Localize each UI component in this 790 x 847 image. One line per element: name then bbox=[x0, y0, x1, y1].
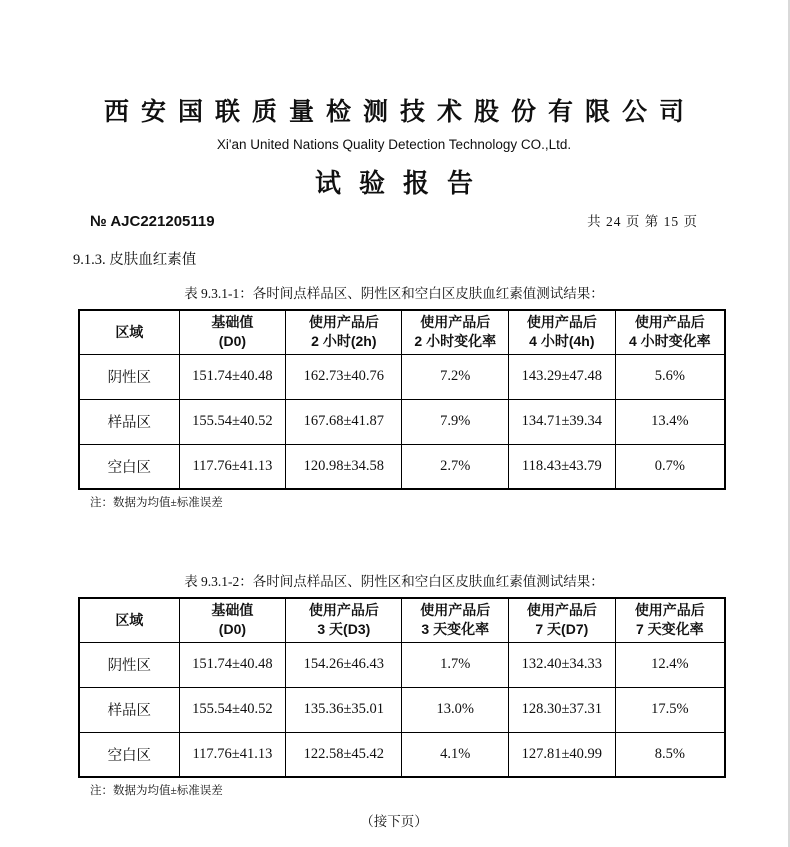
table-cell: 122.58±45.42 bbox=[286, 732, 402, 777]
table-cell: 17.5% bbox=[615, 687, 725, 732]
table1-header-after-4h: 使用产品后 4 小时(4h) bbox=[509, 310, 616, 354]
table-cell: 阴性区 bbox=[79, 354, 179, 399]
table2-header-after-3d: 使用产品后 3 天(D3) bbox=[286, 598, 402, 642]
table-cell: 132.40±34.33 bbox=[509, 642, 616, 687]
table-cell: 5.6% bbox=[615, 354, 725, 399]
table-cell: 阴性区 bbox=[79, 642, 179, 687]
table-cell: 样品区 bbox=[79, 687, 179, 732]
table1-header-2h-change-rate: 使用产品后 2 小时变化率 bbox=[402, 310, 509, 354]
table-cell: 167.68±41.87 bbox=[286, 399, 402, 444]
table-cell: 2.7% bbox=[402, 444, 509, 489]
table-cell: 155.54±40.52 bbox=[179, 399, 286, 444]
section-heading: 9.1.3. 皮肤血红素值 bbox=[73, 252, 197, 268]
table-cell: 162.73±40.76 bbox=[286, 354, 402, 399]
table2-header-3d-change-rate: 使用产品后 3 天变化率 bbox=[402, 598, 509, 642]
table-cell: 1.7% bbox=[402, 642, 509, 687]
table-cell: 151.74±40.48 bbox=[179, 354, 286, 399]
table-cell: 154.26±46.43 bbox=[286, 642, 402, 687]
report-header bbox=[0, 0, 788, 230]
table-cell: 7.9% bbox=[402, 399, 509, 444]
table-cell: 155.54±40.52 bbox=[179, 687, 286, 732]
table1-header-after-2h: 使用产品后 2 小时(2h) bbox=[286, 310, 402, 354]
table1 bbox=[78, 309, 726, 490]
table-row bbox=[79, 354, 725, 399]
table-cell: 128.30±37.31 bbox=[509, 687, 616, 732]
company-name-en: Xi'an United Nations Quality Detection Technology CO.,Ltd. bbox=[216, 137, 572, 152]
table2-header-after-7d: 使用产品后 7 天(D7) bbox=[509, 598, 616, 642]
table-cell: 135.36±35.01 bbox=[286, 687, 402, 732]
table-cell: 118.43±43.79 bbox=[509, 444, 616, 489]
table-row bbox=[79, 444, 725, 489]
table-row bbox=[79, 399, 725, 444]
table2-note: 注：数据为均值±标准误差 bbox=[90, 785, 223, 797]
table2 bbox=[78, 597, 726, 778]
table-cell: 样品区 bbox=[79, 399, 179, 444]
table-row bbox=[79, 687, 725, 732]
report-meta-row bbox=[0, 210, 788, 230]
table-cell: 127.81±40.99 bbox=[509, 732, 616, 777]
report-title: 试验报告 bbox=[314, 168, 491, 198]
table-cell: 0.7% bbox=[615, 444, 725, 489]
page-indicator: 共 24 页 第 15 页 bbox=[587, 214, 698, 229]
table2-header-region: 区域 bbox=[79, 598, 179, 642]
table-cell: 7.2% bbox=[402, 354, 509, 399]
table1-header-row bbox=[79, 310, 725, 354]
table-cell: 12.4% bbox=[615, 642, 725, 687]
table-cell: 空白区 bbox=[79, 732, 179, 777]
company-name-cn: 西安国联质量检测技术股份有限公司 bbox=[103, 98, 696, 126]
table-cell: 134.71±39.34 bbox=[509, 399, 616, 444]
table-cell: 143.29±47.48 bbox=[509, 354, 616, 399]
table-row bbox=[79, 732, 725, 777]
table1-header-region: 区域 bbox=[79, 310, 179, 354]
table2-header-baseline: 基础值 (D0) bbox=[179, 598, 286, 642]
continuation-note: （接下页） bbox=[360, 814, 428, 829]
table-cell: 117.76±41.13 bbox=[179, 444, 286, 489]
table2-header-row bbox=[79, 598, 725, 642]
table-cell: 13.4% bbox=[615, 399, 725, 444]
table-cell: 13.0% bbox=[402, 687, 509, 732]
table2-header-7d-change-rate: 使用产品后 7 天变化率 bbox=[615, 598, 725, 642]
table1-header-baseline: 基础值 (D0) bbox=[179, 310, 286, 354]
table-cell: 4.1% bbox=[402, 732, 509, 777]
table-cell: 空白区 bbox=[79, 444, 179, 489]
table1-caption: 表 9.3.1-1：各时间点样品区、阴性区和空白区皮肤血红素值测试结果： bbox=[184, 286, 604, 301]
table-cell: 117.76±41.13 bbox=[179, 732, 286, 777]
table2-caption: 表 9.3.1-2：各时间点样品区、阴性区和空白区皮肤血红素值测试结果： bbox=[184, 574, 604, 589]
table-row bbox=[79, 642, 725, 687]
table-cell: 151.74±40.48 bbox=[179, 642, 286, 687]
table-cell: 8.5% bbox=[615, 732, 725, 777]
table-cell: 120.98±34.58 bbox=[286, 444, 402, 489]
table1-note: 注：数据为均值±标准误差 bbox=[90, 497, 223, 509]
report-number: № AJC221205119 bbox=[90, 213, 215, 230]
table1-header-4h-change-rate: 使用产品后 4 小时变化率 bbox=[615, 310, 725, 354]
